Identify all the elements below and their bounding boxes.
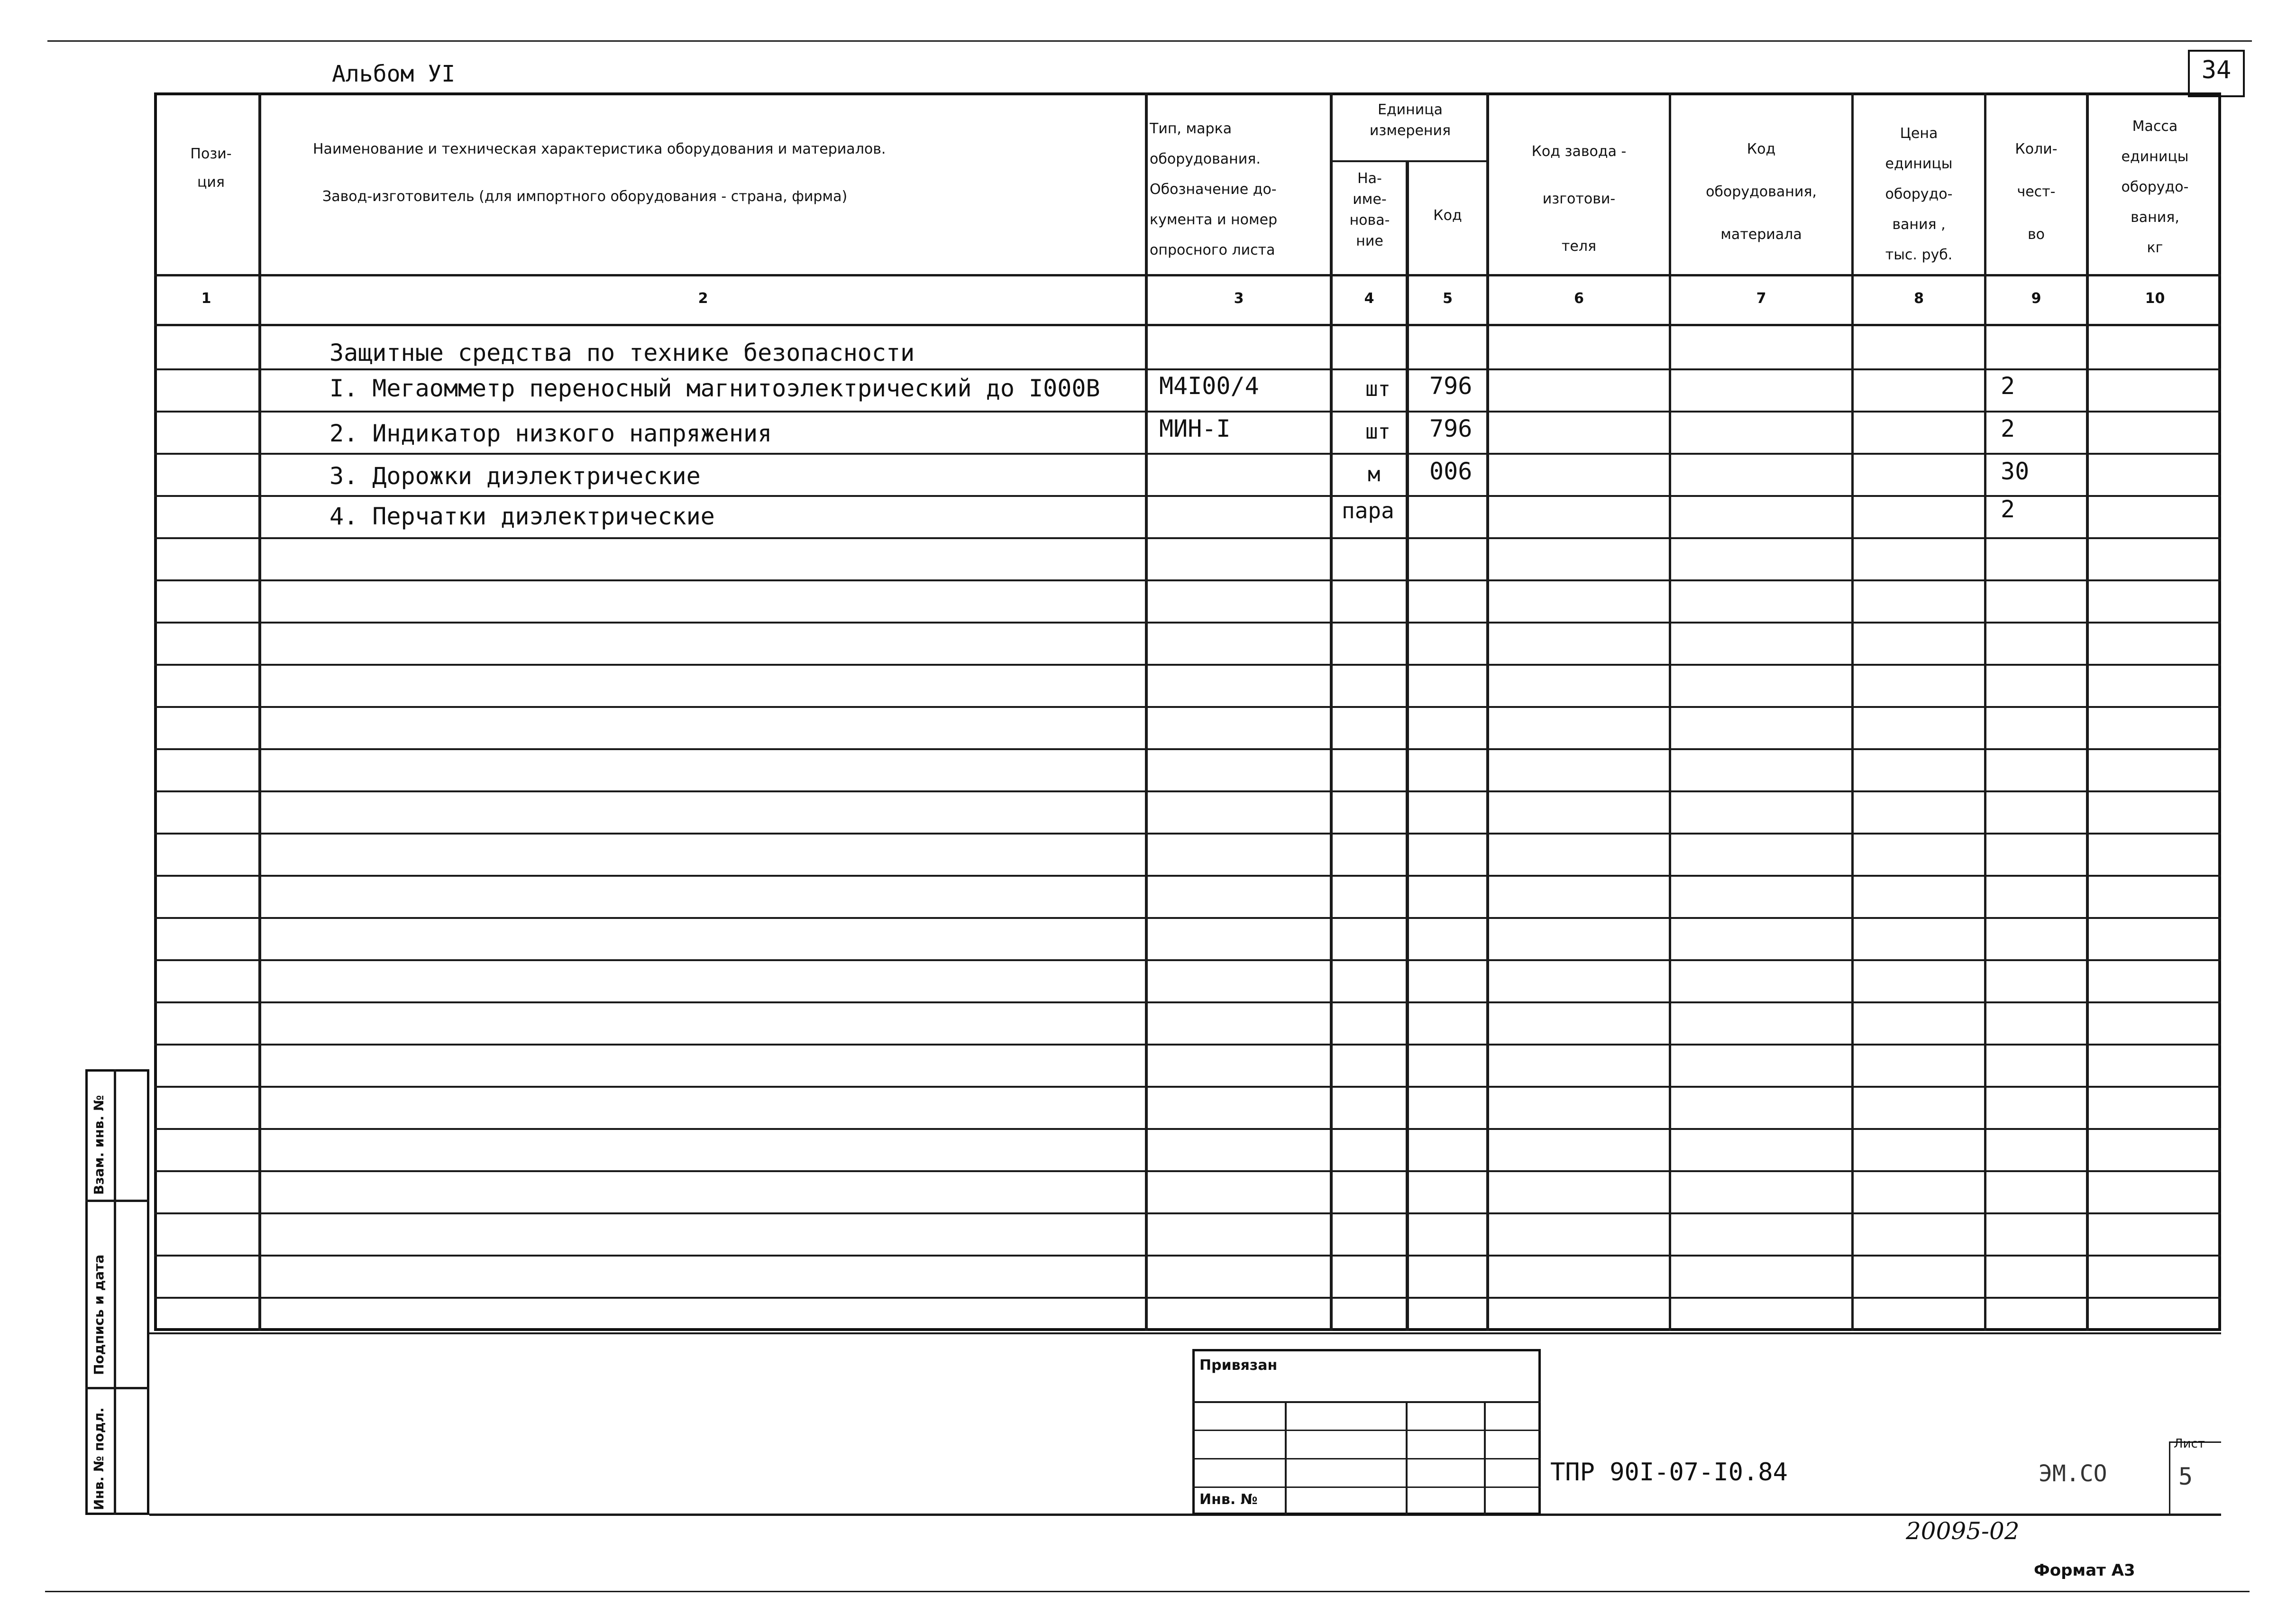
row-1-unit: шт xyxy=(1365,377,1390,401)
header-unit-code: Код xyxy=(1433,207,1462,224)
col-num-1: 1 xyxy=(201,290,211,307)
privyazan-vline-3 xyxy=(1484,1401,1486,1515)
header-mass: Масса единицы оборудо- вания, кг xyxy=(2121,118,2189,256)
row-rule xyxy=(154,664,2221,666)
header-type: Тип, марка оборудования. Обозначение до- кумента и номер опросного листа xyxy=(1150,120,1278,258)
header-unit-name: На- име- нова- ние xyxy=(1349,170,1390,249)
col-num-5: 5 xyxy=(1443,290,1453,307)
col-line-4 xyxy=(1406,160,1409,1331)
privyazan-line-3 xyxy=(1192,1458,1541,1459)
row-rule xyxy=(154,537,2221,539)
row-rule xyxy=(154,495,2221,497)
row-rule xyxy=(154,959,2221,961)
row-rule xyxy=(154,1212,2221,1214)
header-maker-code: Код завода - изготови- теля xyxy=(1531,143,1627,255)
row-4-qty: 2 xyxy=(2001,495,2015,523)
page-number: 34 xyxy=(2201,56,2232,84)
privyazan-vline-1 xyxy=(1285,1401,1287,1515)
row-rule xyxy=(154,1086,2221,1088)
row-rule xyxy=(154,1297,2221,1299)
row-rule xyxy=(154,748,2221,750)
archive-number: 20095-02 xyxy=(1906,1517,2020,1545)
row-rule xyxy=(154,833,2221,835)
header-divider xyxy=(154,274,2221,276)
header-name-line1: Наименование и техническая характеристика оборудования и материалов. xyxy=(313,141,886,157)
format-label: Формат А3 xyxy=(2034,1561,2135,1580)
side-stamp-divider xyxy=(114,1069,116,1515)
row-rule xyxy=(154,917,2221,919)
header-position: Пози- ция xyxy=(190,146,232,191)
col-line-8 xyxy=(1984,92,1986,1331)
col-num-4: 4 xyxy=(1364,290,1374,307)
sheet-label: Лист xyxy=(2174,1437,2205,1451)
header-name-line2: Завод-изготовитель (для импортного оборудования - страна, фирма) xyxy=(322,188,848,205)
header-unit-group: Единица измерения xyxy=(1369,101,1451,139)
col-line-1 xyxy=(258,92,261,1331)
row-2-qty: 2 xyxy=(2001,415,2015,442)
row-1-code: 796 xyxy=(1429,372,1473,400)
row-rule xyxy=(154,579,2221,581)
side-label-podpis: Подпись и дата xyxy=(91,1254,107,1375)
col-num-8: 8 xyxy=(1914,290,1924,307)
row-3-unit: м xyxy=(1368,462,1381,486)
col-line-5 xyxy=(1486,92,1489,1331)
row-rule xyxy=(154,411,2221,413)
col-num-7: 7 xyxy=(1756,290,1766,307)
spec-table xyxy=(154,92,2221,1331)
header-quantity: Коли- чест- во xyxy=(2015,141,2058,243)
header-price: Цена единицы оборудо- вания , тыс. руб. xyxy=(1885,125,1953,263)
col-num-3: 3 xyxy=(1234,290,1244,307)
top-border xyxy=(47,40,2252,42)
row-rule xyxy=(154,706,2221,708)
row-3-name: 3. Дорожки диэлектрические xyxy=(329,462,701,490)
row-rule xyxy=(154,875,2221,877)
document-code: ТПР 90I-07-I0.84 xyxy=(1550,1458,1788,1486)
privyazan-label: Привязан xyxy=(1199,1357,1278,1374)
col-line-3 xyxy=(1330,92,1333,1331)
row-3-qty: 30 xyxy=(2001,458,2030,485)
privyazan-stamp xyxy=(1192,1349,1541,1515)
row-4-name: 4. Перчатки диэлектрические xyxy=(329,503,715,530)
row-section-title: Защитные средства по технике безопасности xyxy=(329,339,915,367)
album-title: Альбом УI xyxy=(332,61,456,87)
sheet-code: ЭМ.СО xyxy=(2039,1460,2107,1487)
side-label-vzam: Взам. инв. № xyxy=(91,1095,107,1195)
header-equipment-code: Код оборудования, материала xyxy=(1706,141,1817,243)
title-block-top xyxy=(149,1332,2221,1334)
numbers-divider xyxy=(154,324,2221,326)
row-rule xyxy=(154,1001,2221,1003)
col-line-6 xyxy=(1669,92,1671,1331)
row-rule xyxy=(154,368,2221,370)
col-num-6: 6 xyxy=(1574,290,1584,307)
privyazan-line-4 xyxy=(1192,1486,1541,1488)
row-rule xyxy=(154,1128,2221,1130)
row-2-code: 796 xyxy=(1429,415,1473,442)
row-1-qty: 2 xyxy=(2001,372,2015,400)
side-label-inv: Инв. № подл. xyxy=(91,1407,107,1510)
side-stamp-line-1 xyxy=(85,1200,149,1202)
col-line-7 xyxy=(1851,92,1854,1331)
row-rule xyxy=(154,790,2221,792)
sheet-number: 5 xyxy=(2178,1463,2193,1490)
col-num-9: 9 xyxy=(2031,290,2041,307)
side-stamp-line-2 xyxy=(85,1387,149,1389)
row-2-unit: шт xyxy=(1365,420,1390,444)
row-1-name: I. Мегаомметр переносный магнитоэлектрический до I000В xyxy=(329,375,1100,402)
row-rule xyxy=(154,1044,2221,1046)
privyazan-vline-2 xyxy=(1406,1401,1408,1515)
privyazan-line-1 xyxy=(1192,1401,1541,1403)
col-line-2 xyxy=(1145,92,1148,1331)
col-num-2: 2 xyxy=(698,290,708,307)
row-rule xyxy=(154,453,2221,455)
col-num-10: 10 xyxy=(2145,290,2165,307)
row-1-type: М4I00/4 xyxy=(1159,372,1259,400)
col-line-9 xyxy=(2086,92,2089,1331)
row-4-unit: пара xyxy=(1342,498,1394,523)
title-block-bottom xyxy=(149,1514,2221,1516)
row-3-code: 006 xyxy=(1429,458,1473,485)
sheet-box-left xyxy=(2169,1441,2170,1515)
row-2-name: 2. Индикатор низкого напряжения xyxy=(329,420,772,447)
bottom-border xyxy=(45,1591,2250,1592)
privyazan-line-2 xyxy=(1192,1430,1541,1431)
inv-no-label: Инв. № xyxy=(1199,1491,1258,1508)
row-rule xyxy=(154,622,2221,624)
row-rule xyxy=(154,1170,2221,1172)
row-rule xyxy=(154,1255,2221,1257)
row-2-type: МИН-I xyxy=(1159,415,1231,442)
